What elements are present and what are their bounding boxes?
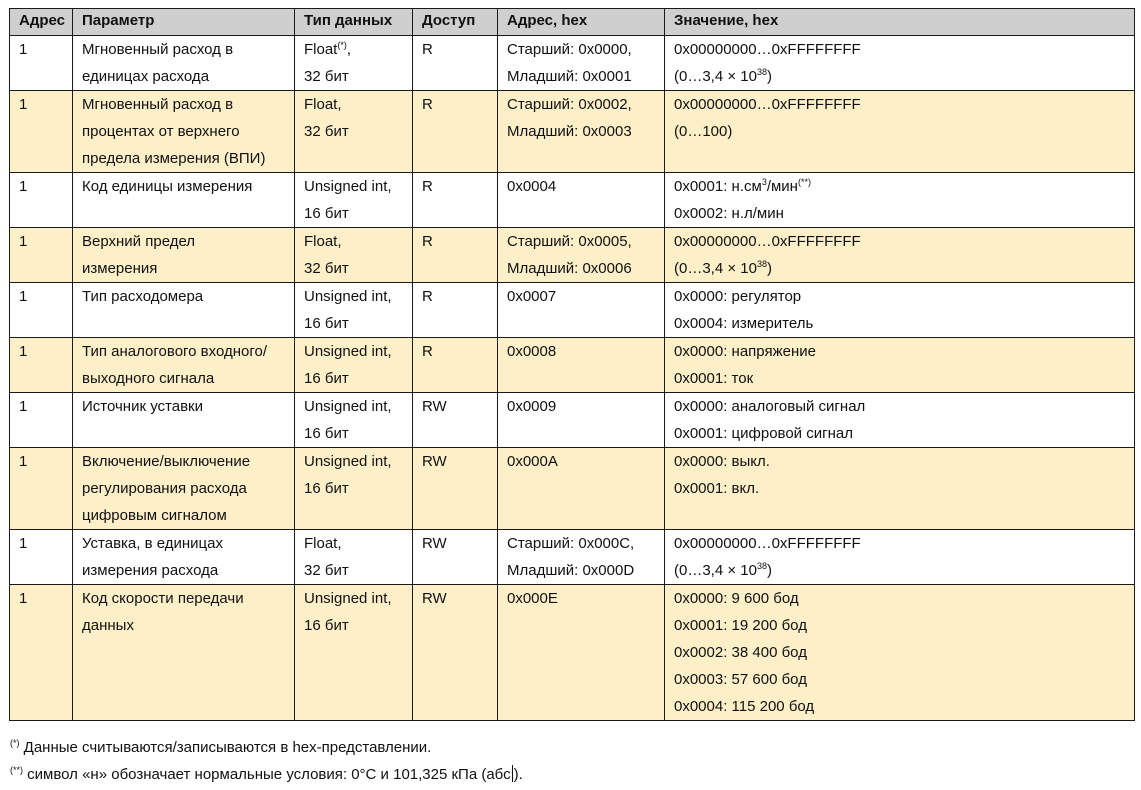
cell-line: 0x0003: 57 600 бод xyxy=(674,671,807,688)
cell-value-hex xyxy=(665,338,1135,393)
cell-data-type xyxy=(295,338,413,393)
cell-line: 0x0000: 9 600 бод xyxy=(674,590,799,607)
cell-parameter xyxy=(73,228,295,283)
cell-line: Код скорости передачи xyxy=(82,590,244,607)
cell-line: Младший: 0x0006 xyxy=(507,260,632,277)
cell-data-type xyxy=(295,530,413,585)
cell-access: RW xyxy=(413,448,498,530)
cell-line: Старший: 0x000C, xyxy=(507,535,635,552)
cell-line: Unsigned int, xyxy=(304,178,392,195)
table-row xyxy=(10,585,1135,721)
cell-parameter xyxy=(73,173,295,228)
footnote-mark: (**) xyxy=(797,177,811,187)
cell-access: RW xyxy=(413,530,498,585)
range-close: ) xyxy=(766,68,772,85)
cell-line xyxy=(674,63,1126,90)
cell-value-hex xyxy=(665,585,1135,721)
cell-line: Код единицы измерения xyxy=(82,178,253,195)
cell-address-hex xyxy=(498,585,665,721)
unit-text: /мин xyxy=(766,178,798,195)
cell-line: 16 бит xyxy=(304,617,349,634)
footnote-mark: (*) xyxy=(10,738,20,748)
cell-value-hex xyxy=(665,393,1135,448)
cell-data-type xyxy=(295,36,413,91)
cell-line: 32 бит xyxy=(304,123,349,140)
cell-line: 0x0004: измеритель xyxy=(674,315,814,332)
cell-line: 0x0001: цифровой сигнал xyxy=(674,425,853,442)
cell-line: 0x0000: регулятор xyxy=(674,288,802,305)
exponent: 38 xyxy=(756,561,767,571)
cell-line: 16 бит xyxy=(304,480,349,497)
footnote-text-end: ). xyxy=(513,766,523,783)
cell-line: 0x0009 xyxy=(507,398,557,415)
cell-line: Мгновенный расход в xyxy=(82,41,234,58)
cell-data-type xyxy=(295,585,413,721)
cell-access: RW xyxy=(413,393,498,448)
cell-value-hex xyxy=(665,173,1135,228)
table-row xyxy=(10,283,1135,338)
cell-line: 0x00000000…0xFFFFFFFF xyxy=(674,96,861,113)
cell-line: Unsigned int, xyxy=(304,398,392,415)
footnote-text: символ «н» обозначает нормальные условия: 0°C и 101,325 кПа (абс xyxy=(23,766,511,783)
cell-address-hex xyxy=(498,91,665,173)
cell-access: R xyxy=(413,283,498,338)
cell-address: 1 xyxy=(10,228,73,283)
range-text: (0…3,4 × 10 xyxy=(674,260,757,277)
range-text: (0…3,4 × 10 xyxy=(674,562,757,579)
cell-line: Младший: 0x000D xyxy=(507,562,635,579)
cell-address-hex xyxy=(498,448,665,530)
cell-line: 0x0000: напряжение xyxy=(674,343,816,360)
cell-address: 1 xyxy=(10,530,73,585)
cell-line: Верхний предел xyxy=(82,233,196,250)
footnote-mark: (*) xyxy=(337,40,347,50)
cell-line: 0x0004: 115 200 бод xyxy=(674,698,815,715)
cell-line: 16 бит xyxy=(304,315,349,332)
cell-address: 1 xyxy=(10,283,73,338)
register-table-wrap xyxy=(9,8,1134,721)
cell-parameter xyxy=(73,338,295,393)
cell-line: 32 бит xyxy=(304,260,349,277)
cell-address-hex xyxy=(498,36,665,91)
cell-parameter xyxy=(73,283,295,338)
footnote-text: Данные считываются/записываются в hex-представлении. xyxy=(19,739,432,756)
cell-access: RW xyxy=(413,585,498,721)
cell-line: Unsigned int, xyxy=(304,453,392,470)
cell-data-type xyxy=(295,393,413,448)
text-cursor xyxy=(512,765,513,782)
cell-address: 1 xyxy=(10,36,73,91)
cell-data-type xyxy=(295,448,413,530)
cell-line: 0x00000000…0xFFFFFFFF xyxy=(674,41,861,58)
cell-data-type xyxy=(295,283,413,338)
exponent: 38 xyxy=(756,67,767,77)
cell-address: 1 xyxy=(10,173,73,228)
cell-address-hex xyxy=(498,393,665,448)
cell-line: Уставка, в единицах xyxy=(82,535,223,552)
type-text: Float xyxy=(304,41,338,58)
cell-line: 16 бит xyxy=(304,370,349,387)
table-row xyxy=(10,228,1135,283)
cell-data-type xyxy=(295,228,413,283)
exponent: 38 xyxy=(756,259,767,269)
cell-line: 0x0004 xyxy=(507,178,557,195)
footnote-mark: (**) xyxy=(10,765,23,775)
footnote-1 xyxy=(10,734,1135,761)
cell-line: Float, xyxy=(304,233,342,250)
cell-address: 1 xyxy=(10,448,73,530)
cell-line: регулирования расхода xyxy=(82,480,247,497)
cell-line xyxy=(674,255,1126,282)
cell-line: 16 бит xyxy=(304,425,349,442)
cell-line: Старший: 0x0000, xyxy=(507,41,632,58)
cell-line: 0x0001: ток xyxy=(674,370,754,387)
cell-address: 1 xyxy=(10,393,73,448)
cell-address-hex xyxy=(498,173,665,228)
cell-line: 16 бит xyxy=(304,205,349,222)
cell-line: предела измерения (ВПИ) xyxy=(82,150,266,167)
cell-value-hex xyxy=(665,283,1135,338)
cell-access: R xyxy=(413,338,498,393)
cell-line xyxy=(304,36,404,63)
cell-line: Тип аналогового входного/ xyxy=(82,343,268,360)
cell-line: измерения расхода xyxy=(82,562,219,579)
cell-line: Unsigned int, xyxy=(304,590,392,607)
cell-data-type xyxy=(295,91,413,173)
cell-parameter xyxy=(73,448,295,530)
table-row xyxy=(10,173,1135,228)
cell-line: 0x000E xyxy=(507,590,558,607)
cell-line: 0x0001: 19 200 бод xyxy=(674,617,807,634)
footnote-2[interactable] xyxy=(10,761,1135,788)
cell-line: цифровым сигналом xyxy=(82,507,227,524)
cell-line: Unsigned int, xyxy=(304,343,392,360)
cell-line: 32 бит xyxy=(304,68,349,85)
table-row xyxy=(10,448,1135,530)
cell-line: Unsigned int, xyxy=(304,288,392,305)
header-access: Доступ xyxy=(413,9,498,36)
exponent: 3 xyxy=(761,177,767,187)
header-data-type: Тип данных xyxy=(295,9,413,36)
cell-access: R xyxy=(413,36,498,91)
cell-line: 0x00000000…0xFFFFFFFF xyxy=(674,535,861,552)
cell-line: 0x0002: 38 400 бод xyxy=(674,644,807,661)
header-address-hex: Адрес, hex xyxy=(498,9,665,36)
cell-line: процентах от верхнего xyxy=(82,123,240,140)
range-close: ) xyxy=(766,562,772,579)
cell-line: Включение/выключение xyxy=(82,453,251,470)
cell-line: 0x000A xyxy=(507,453,558,470)
unit-text: 0x0001: н.см xyxy=(674,178,762,195)
cell-value-hex xyxy=(665,91,1135,173)
cell-line: 0x00000000…0xFFFFFFFF xyxy=(674,233,861,250)
range-text: (0…3,4 × 10 xyxy=(674,68,757,85)
range-close: ) xyxy=(766,260,772,277)
cell-line: 0x0000: выкл. xyxy=(674,453,770,470)
cell-line: (0…100) xyxy=(674,123,733,140)
cell-access: R xyxy=(413,91,498,173)
cell-line: Float, xyxy=(304,96,342,113)
cell-address-hex xyxy=(498,338,665,393)
cell-line: данных xyxy=(82,617,134,634)
cell-value-hex xyxy=(665,448,1135,530)
cell-data-type xyxy=(295,173,413,228)
cell-line xyxy=(674,557,1126,584)
cell-value-hex xyxy=(665,36,1135,91)
cell-line: выходного сигнала xyxy=(82,370,215,387)
header-value-hex: Значение, hex xyxy=(665,9,1135,36)
cell-line: 0x0001: вкл. xyxy=(674,480,760,497)
cell-line: 0x0008 xyxy=(507,343,557,360)
cell-address-hex xyxy=(498,530,665,585)
cell-line: Источник уставки xyxy=(82,398,203,415)
cell-line: Младший: 0x0003 xyxy=(507,123,632,140)
cell-line: Старший: 0x0005, xyxy=(507,233,632,250)
cell-access: R xyxy=(413,228,498,283)
table-row xyxy=(10,91,1135,173)
register-table xyxy=(9,8,1135,721)
table-header-row xyxy=(10,9,1135,36)
header-parameter: Параметр xyxy=(73,9,295,36)
cell-line: Мгновенный расход в xyxy=(82,96,234,113)
cell-line: единицах расхода xyxy=(82,68,210,85)
cell-parameter xyxy=(73,393,295,448)
table-row xyxy=(10,393,1135,448)
cell-address-hex xyxy=(498,283,665,338)
table-row xyxy=(10,36,1135,91)
footnotes xyxy=(10,734,1135,788)
cell-address: 1 xyxy=(10,585,73,721)
cell-line: 0x0007 xyxy=(507,288,557,305)
type-comma: , xyxy=(346,41,352,58)
cell-access: R xyxy=(413,173,498,228)
cell-line: 32 бит xyxy=(304,562,349,579)
cell-parameter xyxy=(73,36,295,91)
cell-parameter xyxy=(73,91,295,173)
cell-line: Тип расходомера xyxy=(82,288,204,305)
header-address: Адрес xyxy=(10,9,73,36)
cell-parameter xyxy=(73,530,295,585)
cell-line: 0x0002: н.л/мин xyxy=(674,205,784,222)
table-row xyxy=(10,338,1135,393)
cell-line: измерения xyxy=(82,260,158,277)
cell-address: 1 xyxy=(10,91,73,173)
table-row xyxy=(10,530,1135,585)
cell-address-hex xyxy=(498,228,665,283)
cell-address: 1 xyxy=(10,338,73,393)
cell-line: Старший: 0x0002, xyxy=(507,96,632,113)
cell-line: Float, xyxy=(304,535,342,552)
cell-parameter xyxy=(73,585,295,721)
cell-value-hex xyxy=(665,228,1135,283)
cell-line: Младший: 0x0001 xyxy=(507,68,632,85)
cell-value-hex xyxy=(665,530,1135,585)
cell-line: 0x0000: аналоговый сигнал xyxy=(674,398,866,415)
cell-line xyxy=(674,173,1126,200)
